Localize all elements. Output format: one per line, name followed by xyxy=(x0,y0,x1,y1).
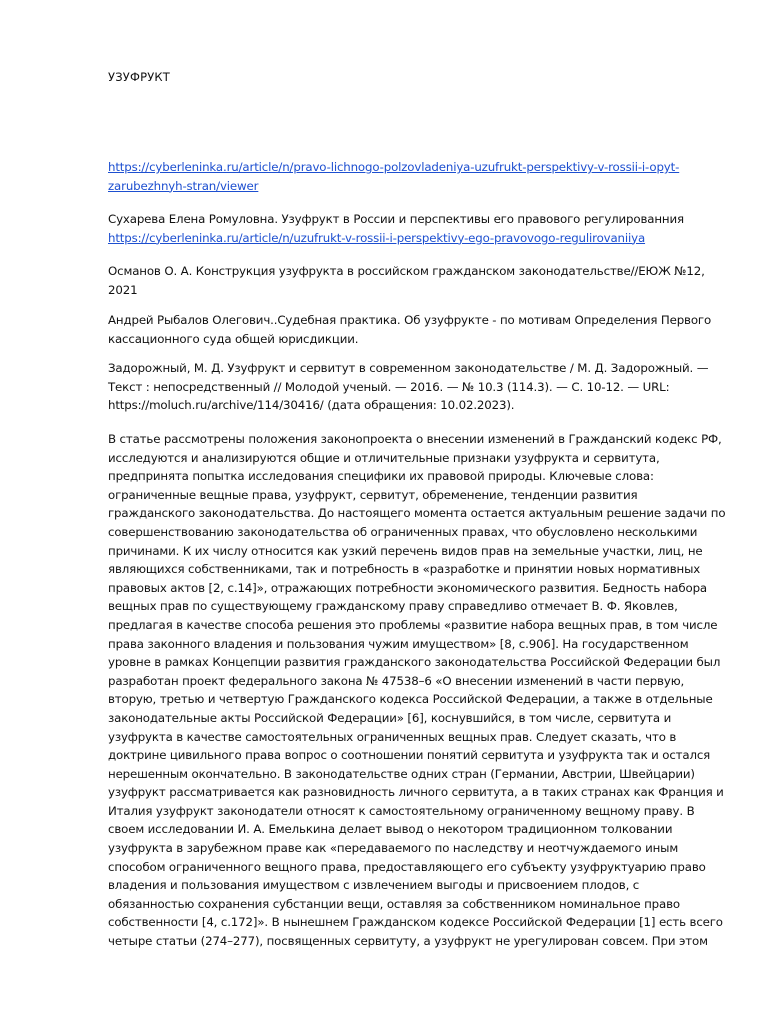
reference-5-line-1: Задорожный, М. Д. Узуфрукт и сервитут в современном законодательстве / М. Д. Задорожный. — xyxy=(108,361,709,375)
body-line: узуфрукта в качестве самостоятельных ограниченных вещных прав. Следует сказать, что в xyxy=(108,729,677,744)
reference-4-line-1: Андрей Рыбалов Олегович..Судебная практика. Об узуфрукте - по мотивам Определения Первого xyxy=(108,313,712,327)
body-line: предлагая в качестве способа решения это проблемы «развитие набора вещных прав, в том числе xyxy=(108,617,718,632)
body-line: правовых актов [2, с.14]», отражающих потребности экономического развития. Бедность набора xyxy=(108,580,707,595)
reference-1-link-line-1[interactable]: https://cyberleninka.ru/article/n/pravo-lichnogo-polzovladeniya-uzufrukt-perspektivy-v-rossii-i-opyt- xyxy=(108,160,680,174)
body-line: собственности [4, с.172]». В нынешнем Гражданском кодексе Российской Федерации [1] есть всего xyxy=(108,915,723,930)
body-line: обязанностью сохранения субстанции вещи, оставляя за собственником номинальное право xyxy=(108,896,680,911)
body-line: предпринята попытка исследования специфики их правовой природы. Ключевые слова: xyxy=(108,469,654,484)
body-line: способом ограниченного вещного права, предоставляющего его субъекту узуфруктуарию право xyxy=(108,859,706,874)
body-line: вторую, третью и четвертую Гражданского кодекса Российской Федерации, а также в отдельные xyxy=(108,692,713,707)
reference-4-line-2: кассационного суда общей юрисдикции. xyxy=(108,331,359,346)
body-line: своем исследовании И. А. Емелькина делает вывод о некотором традиционном толковании xyxy=(108,822,673,837)
body-line: узуфрукт рассматривается как разновидность личного сервитута, а в таких странах как Франция и xyxy=(108,785,724,800)
body-line: гражданского законодательства. До настоящего момента остается актуальным решение задачи по xyxy=(108,506,726,521)
body-line: вещных прав по существующему гражданскому праву справедливо отмечает В. Ф. Яковлев, xyxy=(108,599,678,614)
body-line: законодательные акты Российской Федерации» [6], коснувшийся, в том числе, сервитута и xyxy=(108,710,672,725)
body-line: В статье рассмотрены положения законопроекта о внесении изменений в Гражданский кодекс РФ, xyxy=(108,432,722,446)
body-line: узуфрукта в зарубежном праве как «передаваемого по наследству и неотчуждаемого иным xyxy=(108,841,679,856)
reference-5-line-3: https://moluch.ru/archive/114/30416/ (дата обращения: 10.02.2023). xyxy=(108,398,515,413)
body-line: права законного владения и пользования чужим имуществом» [8, с.906]. На государственном xyxy=(108,636,689,651)
body-line: являющихся собственниками, так и потребность в «разработке и принятии новых нормативных xyxy=(108,562,701,577)
reference-4 xyxy=(108,311,712,348)
body-line: причинами. К их числу относится как узкий перечень видов прав на земельные участки, лиц, не xyxy=(108,543,703,558)
body-line: Италия узуфрукт законодатели относят к самостоятельному ограниченному вещному праву. В xyxy=(108,803,695,818)
reference-2 xyxy=(108,210,700,247)
body-line: исследуются и анализируются общие и отличительные признаки узуфрукта и сервитута, xyxy=(108,450,660,465)
body-paragraph xyxy=(108,430,726,951)
reference-2-text: Сухарева Елена Ромуловна. Узуфрукт в России и перспективы его правового регулированния xyxy=(108,212,684,226)
reference-2-link[interactable]: https://cyberleninka.ru/article/n/uzufrukt-v-rossii-i-perspektivy-ego-pravovogo-regulirovaniiya xyxy=(108,230,646,245)
document-title: УЗУФРУКТ xyxy=(108,70,171,84)
reference-5-line-2: Текст : непосредственный // Молодой ученый. — 2016. — № 10.3 (114.3). — С. 10-12. — URL: xyxy=(108,379,670,394)
reference-3 xyxy=(108,262,705,299)
body-line: нерешенным окончательно. В законодательстве одних стран (Германии, Австрии, Швейцарии) xyxy=(108,766,695,781)
body-line: уровне в рамках Концепции развития гражданского законодательства Российской Федерации был xyxy=(108,655,721,670)
reference-5 xyxy=(108,359,709,415)
body-line: доктрине цивильного права вопрос о соотношении понятий сервитута и узуфрукта так и остался xyxy=(108,748,711,763)
reference-3-line-1: Османов О. А. Конструкция узуфрукта в российском гражданском законодательстве//ЕЮЖ №12, xyxy=(108,264,705,278)
reference-3-line-2: 2021 xyxy=(108,282,138,297)
body-line: совершенствованию законодательства об ограниченных правах, что обусловлено несколькими xyxy=(108,524,698,539)
reference-1-link-line-2[interactable]: zarubezhnyh-stran/viewer xyxy=(108,178,259,193)
body-line: ограниченные вещные права, узуфрукт, сервитут, обременение, тенденции развития xyxy=(108,487,638,502)
body-line: разработан проект федерального закона № 47538–6 «О внесении изменений в части первую, xyxy=(108,673,685,688)
body-line: владения и пользования имуществом с извлечением выгоды и присвоением плодов, с xyxy=(108,878,640,893)
reference-1 xyxy=(108,158,700,195)
body-line: четыре статьи (274–277), посвященных сервитуту, а узуфрукт не урегулирован совсем. При этом xyxy=(108,934,708,949)
